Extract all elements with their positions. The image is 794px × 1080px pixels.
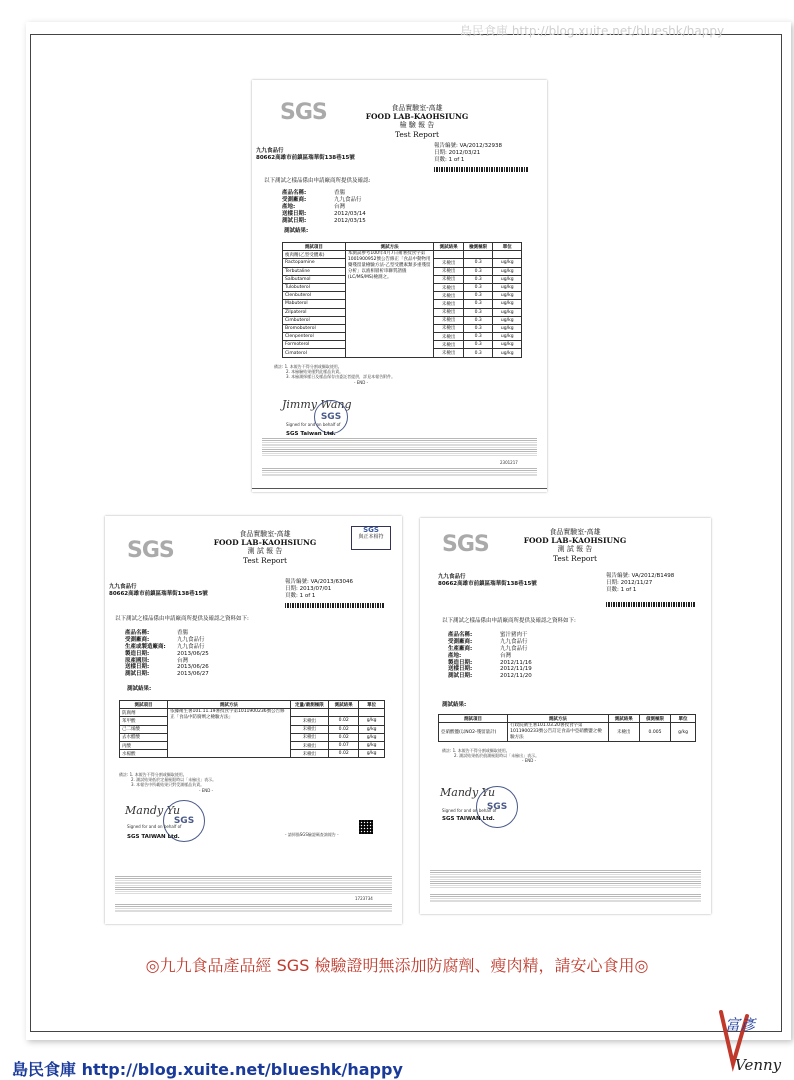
note-line: - END - bbox=[354, 379, 369, 385]
field-value: 九九食品行 bbox=[500, 638, 528, 645]
table-row bbox=[120, 709, 385, 717]
sample-field bbox=[448, 646, 532, 653]
table-header: 測試結果 bbox=[608, 715, 639, 723]
cell-item: Ractopamine bbox=[283, 259, 346, 267]
client-address: 80662高雄市前鎮區瑞華街138巷15號 bbox=[438, 581, 537, 587]
field-value: 2012/11/19 bbox=[500, 666, 532, 673]
cell-lim: 0.3 bbox=[463, 292, 493, 300]
cell-unit: ug/kg bbox=[493, 349, 522, 357]
logo-han: 富彥 bbox=[725, 1016, 756, 1034]
cell-method: 依據衛生署101.11.19署授食字第1011900236號公告修正「食品中防腐劑之檢驗方法」 bbox=[168, 709, 291, 758]
fine-print bbox=[262, 438, 537, 456]
cell-item: 苯甲酸 bbox=[120, 717, 168, 725]
cell-res: 未檢出 bbox=[434, 316, 464, 324]
field-key: 產品名稱: bbox=[282, 190, 307, 196]
cell-item: 防腐劑 bbox=[120, 709, 168, 717]
barcode bbox=[434, 167, 529, 172]
field-value: 蜜汁豬肉干 bbox=[500, 632, 528, 638]
field-key: 產地: bbox=[282, 203, 296, 210]
cell-unit: ug/kg bbox=[493, 300, 522, 308]
lab-heading: 食品實驗室-高雄 FOOD LAB-KAOHSIUNG 測 試 報 告 Test Report bbox=[213, 530, 317, 565]
sample-field bbox=[282, 190, 366, 197]
sample-field bbox=[125, 630, 209, 637]
field-key: 測試日期: bbox=[282, 217, 307, 224]
signature: Mandy Yu bbox=[125, 804, 181, 817]
page-edge bbox=[252, 488, 547, 489]
field-value: 香腸 bbox=[177, 630, 189, 636]
field-key: 產品名稱: bbox=[448, 632, 473, 638]
sample-field bbox=[282, 204, 366, 211]
client-address: 80662高雄市前鎮區瑞華街138巷15號 bbox=[256, 155, 355, 161]
test-report-1 bbox=[252, 80, 547, 492]
cell-item: Terbutaline bbox=[283, 267, 346, 275]
cell-res: 未檢出 bbox=[434, 300, 464, 308]
sgs-logo: SGS bbox=[280, 100, 327, 125]
cell-res: 未檢出 bbox=[290, 741, 328, 749]
cell-item: Clenpenterol bbox=[283, 333, 346, 341]
cell-lim: 0.07 bbox=[329, 741, 359, 749]
intro-text: 以下測試之樣品係由申請廠商所提供及確認之資料如下: bbox=[115, 616, 249, 622]
results-table bbox=[119, 700, 385, 758]
cell-res: 未檢出 bbox=[434, 283, 464, 291]
cell-unit: ug/kg bbox=[493, 292, 522, 300]
sgs-stamp: SGS bbox=[163, 800, 205, 842]
cell-res: 未檢出 bbox=[434, 308, 464, 316]
cell-item: Cimaterol bbox=[283, 349, 346, 357]
table-header: 測試方法 bbox=[345, 243, 434, 251]
fine-print-footer bbox=[430, 894, 701, 902]
cell-unit: ug/kg bbox=[493, 267, 522, 275]
sample-field bbox=[282, 197, 366, 204]
cell-item: Formoterol bbox=[283, 341, 346, 349]
cell-lim: 0.3 bbox=[463, 333, 493, 341]
serial-number: 1723734 bbox=[355, 896, 373, 901]
cell-unit: ug/kg bbox=[493, 324, 522, 332]
blog-url[interactable]: 島民食庫 http://blog.xuite.net/blueshk/happy bbox=[12, 1060, 403, 1079]
signed-for: Signed for and on behalf of bbox=[127, 824, 182, 829]
serial-number: 2301217 bbox=[500, 460, 518, 465]
cell-lim: 0.3 bbox=[463, 308, 493, 316]
cell-unit: ug/kg bbox=[493, 259, 522, 267]
fine-print-footer bbox=[262, 468, 537, 476]
table-row bbox=[439, 723, 696, 742]
cell-lim: 0.3 bbox=[463, 283, 493, 291]
venny-logo bbox=[707, 1008, 787, 1078]
cell-lim: 0.3 bbox=[463, 267, 493, 275]
qr-code bbox=[359, 820, 373, 834]
note-line: 2. 測試結果低於定量極限時以「未檢出」表示。 bbox=[131, 777, 217, 783]
cell-item: Clenbuterol bbox=[283, 292, 346, 300]
cell-res: 未檢出 bbox=[434, 349, 464, 357]
field-key: 受測廠商: bbox=[448, 638, 473, 645]
note-line: 2. 測試結果低於偵測極限時以「未檢出」表示。 bbox=[454, 753, 540, 759]
cell-lim bbox=[463, 251, 493, 259]
cell-lim: 0.005 bbox=[639, 723, 670, 742]
results-label: 測試結果: bbox=[284, 228, 309, 234]
field-value: 2012/11/20 bbox=[500, 673, 532, 680]
fine-print-footer bbox=[115, 904, 392, 912]
results-label: 測試結果: bbox=[127, 686, 152, 692]
barcode bbox=[606, 602, 696, 607]
sample-field bbox=[282, 218, 366, 225]
table-header: 測試項目 bbox=[283, 243, 346, 251]
table-header: 單位 bbox=[671, 715, 696, 723]
table-header: 定量/最測極限 bbox=[290, 701, 328, 709]
cell-lim: 0.3 bbox=[463, 324, 493, 332]
field-value: 九九食品行 bbox=[334, 196, 362, 203]
cell-res: 未檢出 bbox=[434, 324, 464, 332]
cell-item: Salbutamol bbox=[283, 275, 346, 283]
field-value: 九九食品行 bbox=[177, 643, 205, 650]
sample-field bbox=[125, 644, 209, 651]
cell-method: 本測試參考100年4月7日衛署授食字第1001900952號公告修正「食品中動物用藥殘留量檢驗方法-乙型受體素類多重殘留分析」以液相層析串聯質譜儀(LC/MS/MS)檢測之。 bbox=[345, 251, 434, 357]
cell-lim bbox=[329, 709, 359, 717]
field-key: 產地: bbox=[448, 652, 462, 659]
cell-item: Cimbuterol bbox=[283, 316, 346, 324]
cell-lim: 0.3 bbox=[463, 349, 493, 357]
cell-unit: ug/kg bbox=[493, 308, 522, 316]
field-value: 2012/03/14 bbox=[334, 210, 366, 217]
cell-res: 未檢出 bbox=[434, 292, 464, 300]
note-line: - END - bbox=[522, 758, 537, 764]
test-report-2 bbox=[105, 516, 402, 924]
note-line: 備註: 1. 本報告不得分割或擷取使用。 bbox=[274, 364, 342, 369]
cell-unit: g/kg bbox=[359, 725, 385, 733]
certified-copy-stamp: SGS 與正本相符 bbox=[351, 526, 391, 550]
field-key: 送樣日期: bbox=[282, 210, 307, 217]
fine-print bbox=[430, 870, 701, 888]
watermark-text: 島民食庫 http://blog.xuite.net/blueshk/happy bbox=[460, 24, 725, 38]
sample-field bbox=[448, 632, 532, 639]
lab-heading: 食品實驗室-高雄 FOOD LAB-KAOHSIUNG 測 試 報 告 Test Report bbox=[523, 528, 627, 563]
cell-lim: 0.02 bbox=[329, 725, 359, 733]
report-notes bbox=[274, 364, 395, 385]
table-header: 測試結果 bbox=[329, 701, 359, 709]
cell-unit: ug/kg bbox=[493, 283, 522, 291]
fine-print bbox=[115, 876, 392, 894]
table-header: 偵測極限 bbox=[639, 715, 670, 723]
sgs-stamp: SGS bbox=[476, 786, 518, 828]
intro-text: 以下測試之樣品係由申請廠商所提供及確認之資料如下: bbox=[442, 618, 576, 624]
field-value: 2013/06/27 bbox=[177, 671, 209, 678]
field-key: 送樣日期: bbox=[448, 666, 473, 673]
cell-res: 未檢出 bbox=[290, 750, 328, 758]
report-meta: 報告編號: VA/2012/32938 日期: 2012/03/21 頁數: 1 of 1 bbox=[434, 143, 502, 163]
table-header: 測試項目 bbox=[120, 701, 168, 709]
cell-lim: 0.3 bbox=[463, 300, 493, 308]
cell-unit: ug/kg bbox=[493, 333, 522, 341]
field-key: 送樣日期: bbox=[125, 664, 150, 671]
signature: Jimmy Wang bbox=[282, 398, 352, 411]
cell-lim: 0.3 bbox=[463, 316, 493, 324]
note-line: 備註: 1. 本報告不得分割或擷取使用。 bbox=[442, 748, 510, 753]
cell-item: 瘦肉精(乙型受體素) bbox=[283, 251, 346, 259]
cell-lim: 0.02 bbox=[329, 750, 359, 758]
cell-item: Zilpaterol bbox=[283, 308, 346, 316]
client-address: 80662高雄市前鎮區瑞華街138巷15號 bbox=[109, 591, 208, 597]
field-value: 九九食品行 bbox=[500, 645, 528, 652]
sample-field bbox=[448, 673, 532, 680]
lab-heading: 食品實驗室-高雄 FOOD LAB-KAOHSIUNG 檢 驗 報 告 Test Report bbox=[365, 104, 469, 139]
report-meta: 報告編號: VA/2012/B1498 日期: 2012/11/27 頁數: 1 of 1 bbox=[606, 573, 675, 593]
table-header: 測試項目 bbox=[439, 715, 508, 723]
cell-unit: ug/kg bbox=[493, 316, 522, 324]
cell-lim: 0.02 bbox=[329, 717, 359, 725]
report-meta: 報告編號: VA/2013/63046 日期: 2013/07/01 頁數: 1 of 1 bbox=[285, 579, 353, 599]
client-name: 九九食品行 bbox=[256, 148, 284, 154]
note-line: - END - bbox=[199, 787, 214, 793]
cell-unit bbox=[493, 251, 522, 259]
verify-note: - 請掃描SGS驗證碼查詢報告 - bbox=[285, 832, 339, 837]
results-table bbox=[438, 714, 696, 742]
field-value: 台灣 bbox=[177, 657, 189, 664]
cell-item: Bromobuterol bbox=[283, 324, 346, 332]
cell-item: 己二烯酸 bbox=[120, 725, 168, 733]
cell-res bbox=[434, 251, 464, 259]
results-table bbox=[282, 242, 522, 358]
cell-unit: g/kg bbox=[359, 741, 385, 749]
cell-res: 未檢出 bbox=[434, 341, 464, 349]
sample-field bbox=[448, 653, 532, 660]
cell-unit bbox=[359, 709, 385, 717]
intro-text: 以下測試之樣品係由申請廠商所提供及確認: bbox=[264, 178, 371, 184]
cell-res bbox=[290, 709, 328, 717]
field-value: 2013/06/25 bbox=[177, 650, 209, 657]
field-value: 香腸 bbox=[334, 190, 346, 196]
cell-res: 未檢出 bbox=[434, 275, 464, 283]
sgs-stamp: SGS bbox=[314, 400, 348, 434]
report-notes bbox=[442, 748, 539, 764]
sample-fields bbox=[282, 190, 366, 224]
cell-lim: 0.02 bbox=[329, 733, 359, 741]
cell-unit: g/kg bbox=[359, 750, 385, 758]
field-key: 產品名稱: bbox=[125, 630, 150, 636]
note-line: 3. 本檢測採樣日及樣品保存由委託者提供，詳見本報告附件。 bbox=[286, 374, 396, 380]
cell-item: 亞硝酸鹽(以NO2-殘留量計) bbox=[439, 723, 508, 742]
table-header: 測試方法 bbox=[168, 701, 291, 709]
field-value: 九九食品行 bbox=[177, 636, 205, 643]
sample-fields bbox=[448, 632, 532, 680]
test-report-3 bbox=[420, 518, 711, 914]
field-key: 製造日期: bbox=[448, 659, 473, 666]
field-key: 製造日期: bbox=[125, 650, 150, 657]
field-key: 測試日期: bbox=[125, 671, 150, 678]
field-key: 受測廠商: bbox=[282, 196, 307, 203]
sample-field bbox=[125, 637, 209, 644]
field-value: 2012/03/15 bbox=[334, 217, 366, 224]
cell-res: 未檢出 bbox=[290, 717, 328, 725]
note-line: 2. 本檢驗結果僅對此樣品負責。 bbox=[286, 369, 344, 375]
cell-item: 水楊酸 bbox=[120, 750, 168, 758]
table-header: 檢測極限 bbox=[463, 243, 493, 251]
cell-item: Tulobuterol bbox=[283, 283, 346, 291]
field-value: 台灣 bbox=[334, 203, 346, 210]
sample-field bbox=[282, 211, 366, 218]
cell-res: 未檢出 bbox=[290, 725, 328, 733]
cell-item: 去水醋酸 bbox=[120, 733, 168, 741]
signed-for: Signed for and on behalf of bbox=[286, 422, 341, 427]
cell-unit: g/kg bbox=[671, 723, 696, 742]
table-header: 測試方法 bbox=[508, 715, 609, 723]
table-row bbox=[283, 251, 522, 259]
table-header: 單位 bbox=[493, 243, 522, 251]
logo-text: Venny bbox=[735, 1056, 782, 1074]
table-header: 測試結果 bbox=[434, 243, 464, 251]
cell-unit: ug/kg bbox=[493, 275, 522, 283]
report-notes bbox=[119, 772, 216, 793]
field-key: 生產廠商: bbox=[448, 645, 473, 652]
signed-for: Signed for and on behalf of bbox=[442, 808, 497, 813]
field-key: 原產國別: bbox=[125, 657, 150, 664]
field-value: 2013/06/26 bbox=[177, 664, 209, 671]
note-line: 3. 本報告中所載結果只對受測樣品負責。 bbox=[131, 782, 205, 788]
client-name: 九九食品行 bbox=[109, 584, 137, 590]
signature: Mandy Yu bbox=[440, 786, 496, 799]
note-line: 備註: 1. 本報告不得分割或擷取使用。 bbox=[119, 772, 187, 777]
cell-unit: ug/kg bbox=[493, 341, 522, 349]
cell-method: 行政院衛生署101.03.20署授食字第1011900233號公告訂定食品中亞硝酸鹽之檢驗方法 bbox=[508, 723, 609, 742]
sample-field bbox=[125, 651, 209, 658]
cell-lim: 0.3 bbox=[463, 341, 493, 349]
company-name: SGS TAIWAN Ltd. bbox=[442, 816, 495, 822]
sample-field bbox=[448, 639, 532, 646]
results-label: 測試結果: bbox=[442, 702, 467, 708]
caption: ◎九九食品產品經 SGS 檢驗證明無添加防腐劑、瘦肉精，請安心食用◎ bbox=[145, 956, 649, 975]
field-key: 受測廠商: bbox=[125, 636, 150, 643]
table-header: 單位 bbox=[359, 701, 385, 709]
company-name: SGS Taiwan Ltd. bbox=[286, 431, 336, 437]
sample-fields bbox=[125, 630, 209, 678]
barcode bbox=[285, 603, 385, 608]
cell-lim: 0.3 bbox=[463, 275, 493, 283]
cell-res: 未檢出 bbox=[290, 733, 328, 741]
field-value: 台灣 bbox=[500, 652, 512, 659]
company-name: SGS TAIWAN Ltd. bbox=[127, 834, 180, 840]
cell-item: Mabuterol bbox=[283, 300, 346, 308]
cell-res: 未檢出 bbox=[608, 723, 639, 742]
field-value: 2012/11/16 bbox=[500, 659, 532, 666]
cell-item: 丙酸 bbox=[120, 741, 168, 749]
sgs-logo: SGS bbox=[127, 538, 174, 563]
cell-res: 未檢出 bbox=[434, 267, 464, 275]
client-name: 九九食品行 bbox=[438, 574, 466, 580]
sgs-logo: SGS bbox=[442, 532, 489, 557]
cell-unit: g/kg bbox=[359, 717, 385, 725]
sample-field bbox=[125, 671, 209, 678]
cell-unit: g/kg bbox=[359, 733, 385, 741]
cell-res: 未檢出 bbox=[434, 333, 464, 341]
field-key: 生產或製造廠商: bbox=[125, 643, 166, 650]
cell-res: 未檢出 bbox=[434, 259, 464, 267]
field-key: 測試日期: bbox=[448, 673, 473, 680]
cell-lim: 0.3 bbox=[463, 259, 493, 267]
